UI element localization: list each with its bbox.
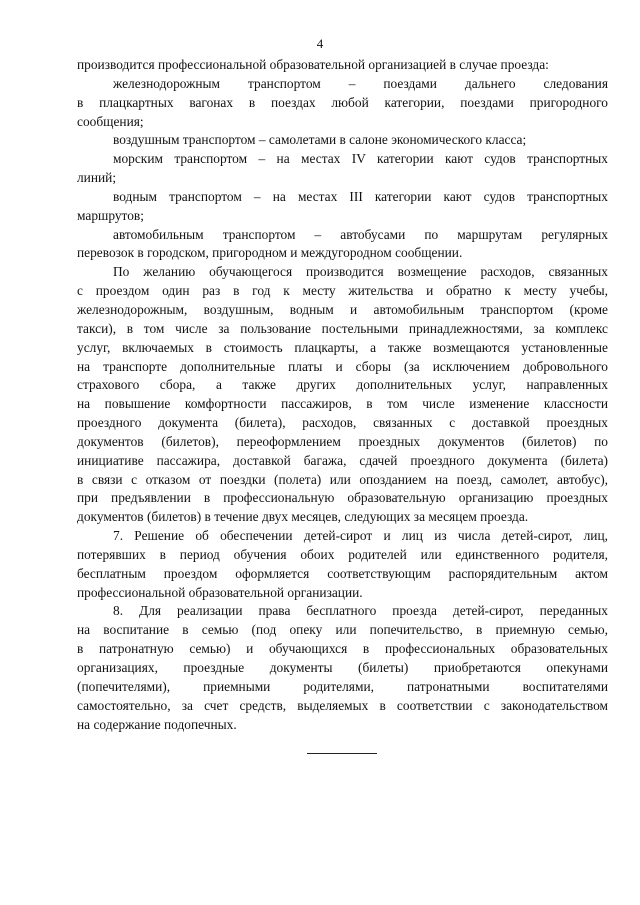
text-line: потерявших в период обучения обоих родителей или единственного родителя, <box>77 546 608 562</box>
text-line: 8. Для реализации права бесплатного проезда детей-сирот, переданных <box>113 603 608 619</box>
text-line: в связи с отказом от поездки (полета) или опозданием на поезд, самолет, автобус), <box>77 471 608 487</box>
text-line: на транспорте дополнительные платы и сборы (за исключением добровольного <box>77 358 608 374</box>
text-line: на повышение комфортности пассажиров, в том числе изменение классности <box>77 396 608 412</box>
text-line: с проездом один раз в год к месту жительства и обратно к месту учебы, <box>77 283 608 299</box>
text-line: услуг, включаемых в стоимость плацкарты, а также возмещаются установленные <box>77 339 608 355</box>
text-line: (попечителями), приемными родителями, патронатными воспитателями <box>77 678 608 694</box>
text-line: документов (билетов) в течение двух месяцев, следующих за месяцем проезда. <box>77 509 529 525</box>
text-line: документов (билетов), переоформлением проездных документов (билетов) по <box>77 433 608 449</box>
text-line: при предъявлении в профессиональную образовательную организацию проездных <box>77 490 608 506</box>
paragraph-intro <box>77 56 608 75</box>
text-line: организациях, проездные документы (билеты) приобретаются опекунами <box>77 660 608 675</box>
text-line: страхового сбора, а также других дополнительных услуг, направленных <box>77 377 608 393</box>
text-line: в патронатную семью) и обучающихся в профессиональных образовательных <box>77 641 608 657</box>
text-line: водным транспортом – на местах III категории кают судов транспортных <box>113 188 608 204</box>
text-line: воздушным транспортом – самолетами в салоне экономического класса; <box>113 132 527 148</box>
text-line: проездного документа (билета), расходов, связанных с доставкой проездных <box>77 415 608 431</box>
text-line: железнодорожным, воздушным, водным и автомобильным транспортом (кроме <box>77 301 608 317</box>
text-line: линий; <box>77 170 117 186</box>
text-line: такси), в том числе за пользование постельными принадлежностями, за комплекс <box>77 320 608 336</box>
paragraph-expense-reimbursement <box>77 263 608 527</box>
text-line: на воспитание в семью (под опеку или попечительство, в приемную семью, <box>77 622 608 638</box>
paragraph-item-7 <box>77 527 608 602</box>
text-line: автомобильным транспортом – автобусами по маршрутам регулярных <box>113 226 608 242</box>
paragraph-water-transport <box>77 188 608 226</box>
text-line: маршрутов; <box>77 207 144 223</box>
text-line: инициативе пассажира, доставкой багажа, сдачей проездного документа (билета) <box>77 452 608 468</box>
page-number: 4 <box>316 36 324 51</box>
text-line: профессиональной образовательной организации. <box>77 584 363 600</box>
text-line: железнодорожным транспортом – поездами дальнего следования <box>113 75 608 91</box>
paragraph-sea-transport <box>77 150 608 188</box>
paragraph-item-8 <box>77 602 608 734</box>
text-line: самостоятельно, за счет средств, выделяемых в соответствии с законодательством <box>77 697 608 713</box>
text-line: 7. Решение об обеспечении детей-сирот и лиц из числа детей-сирот, лиц, <box>113 528 608 544</box>
text-line: перевозок в городском, пригородном и междугородном сообщении. <box>77 245 463 261</box>
text-line: морским транспортом – на местах IV категории кают судов транспортных <box>113 151 608 167</box>
document-body <box>77 56 608 734</box>
paragraph-air-transport <box>77 131 608 150</box>
text-line: сообщения; <box>77 113 144 129</box>
paragraph-railway-transport <box>77 75 608 132</box>
text-line: на содержание подопечных. <box>77 716 237 732</box>
text-line: производится профессиональной образовательной организацией в случае проезда: <box>77 57 549 72</box>
text-line: в плацкартных вагонах в поездах любой категории, поездами пригородного <box>77 94 608 110</box>
end-of-document-rule <box>307 753 377 754</box>
paragraph-road-transport <box>77 226 608 264</box>
text-line: бесплатным проездом оформляется соответствующим распорядительным актом <box>77 565 608 581</box>
text-line: По желанию обучающегося производится возмещение расходов, связанных <box>113 264 608 280</box>
